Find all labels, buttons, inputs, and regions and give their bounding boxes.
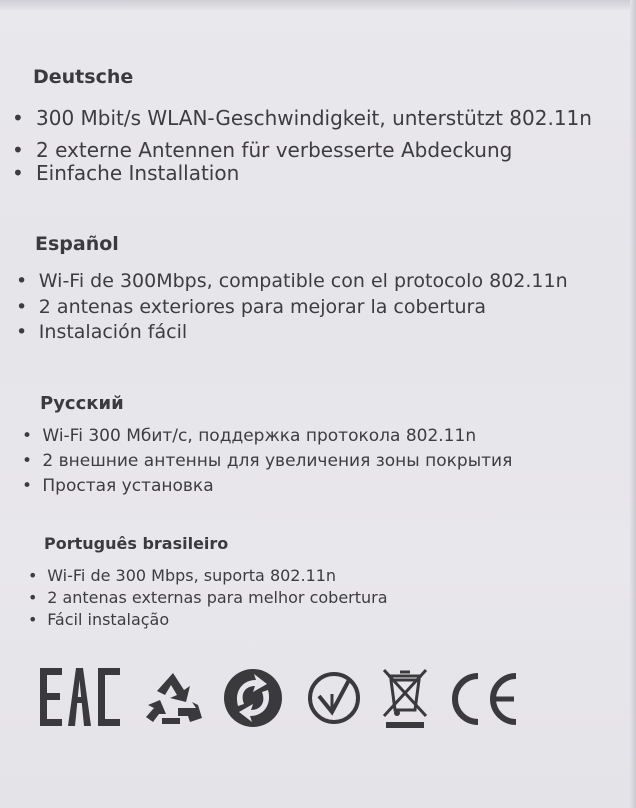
list-item: • 300 Mbit/s WLAN-Geschwindigkeit, unterstützt 802.11n: [12, 106, 592, 130]
weee-bin-icon: [378, 666, 432, 732]
list-item: • Простая установка: [22, 476, 214, 496]
ce-mark-icon: [444, 672, 520, 726]
eac-mark-icon: [38, 666, 122, 730]
bullet-icon: •: [22, 426, 33, 446]
rcm-tick-icon: [305, 672, 363, 724]
section-heading: Русский: [40, 393, 124, 414]
list-item: • 2 antenas exteriores para mejorar la cobertura: [16, 296, 486, 318]
bullet-icon: •: [16, 321, 28, 343]
section-heading: Português brasileiro: [44, 534, 229, 553]
certification-logos: [0, 648, 636, 738]
bullet-icon: •: [28, 588, 38, 607]
list-item: • Einfache Installation: [12, 161, 240, 185]
bullet-icon: •: [28, 610, 38, 629]
list-item: • 2 внешние антенны для увеличения зоны покрытия: [22, 451, 513, 471]
bullet-icon: •: [12, 161, 24, 185]
list-item: • 2 antenas externas para melhor cobertura: [28, 588, 388, 607]
list-item: • Instalación fácil: [16, 321, 188, 343]
list-item: • 2 externe Antennen für verbesserte Abdeckung: [12, 138, 513, 162]
list-item: • Fácil instalação: [28, 610, 170, 629]
recycle-icon: [140, 670, 206, 726]
bullet-icon: •: [16, 296, 28, 318]
box-edge-top: [0, 0, 636, 10]
green-dot-icon: [220, 668, 286, 728]
list-item: • Wi-Fi de 300Mbps, compatible con el protocolo 802.11n: [16, 270, 568, 292]
bullet-icon: •: [16, 270, 28, 292]
bullet-icon: •: [12, 106, 24, 130]
bullet-icon: •: [12, 138, 24, 162]
list-item: • Wi-Fi de 300 Mbps, suporta 802.11n: [28, 566, 337, 585]
bullet-icon: •: [22, 476, 33, 496]
section-heading: Español: [35, 233, 119, 255]
bullet-icon: •: [22, 451, 33, 471]
section-heading: Deutsche: [33, 66, 134, 88]
list-item: • Wi-Fi 300 Мбит/с, поддержка протокола 802.11n: [22, 426, 477, 446]
bullet-icon: •: [28, 566, 38, 585]
